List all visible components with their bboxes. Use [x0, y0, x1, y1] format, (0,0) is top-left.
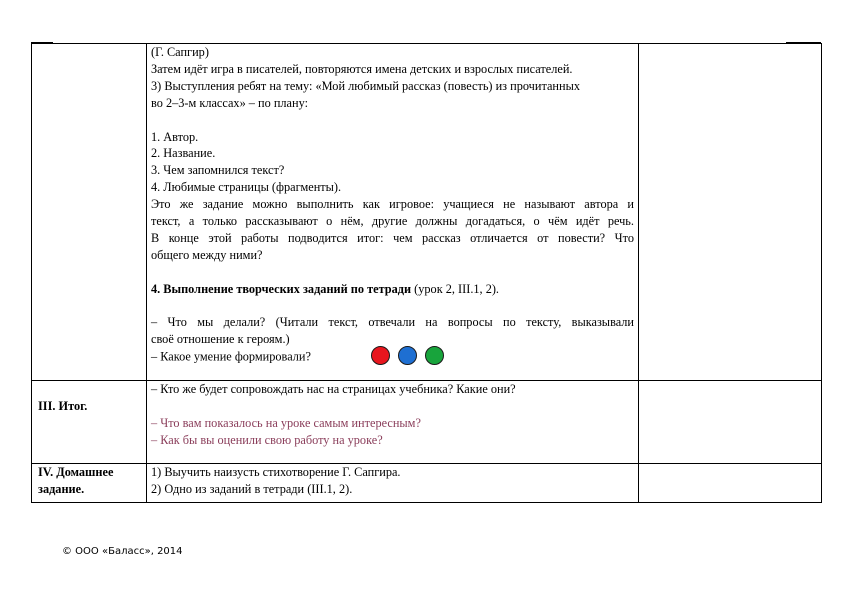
plan-item: 4. Любимые страницы (фрагменты). [151, 180, 342, 195]
content-cell [147, 464, 639, 503]
text-line: общего между ними? [151, 247, 263, 262]
plan-item: 1. Автор. [151, 129, 199, 144]
table-row-homework [32, 464, 822, 503]
task-heading-rest: (урок 2, III.1, 2). [411, 281, 500, 296]
plan-item: 3. Чем запомнился текст? [151, 163, 285, 178]
question-line: – Что мы делали? (Читали текст, отвечали на вопросы по тексту, выказывали [151, 315, 634, 330]
copyright-footer: © ООО «Баласс», 2014 [62, 546, 183, 557]
text-line: В конце этой работы подводится итог: чем рассказ отличается от повести? Что [151, 230, 634, 245]
question-text: – Какое умение формировали? [151, 349, 311, 364]
color-circles [371, 346, 452, 365]
question-line: – Что вам показалось на уроке самым интересным? [151, 415, 421, 430]
task-heading [151, 281, 634, 298]
notes-cell [639, 44, 822, 381]
question-line [151, 348, 634, 367]
table-row-continuation [32, 44, 822, 381]
question-line: своё отношение к героям.) [151, 332, 290, 347]
stage-cell [32, 44, 147, 381]
text-line: текст, а только рассказывают о нём, другие должны догадаться, о чём идёт речь. [151, 214, 634, 229]
stage-label: III. Итог. [38, 399, 88, 413]
lesson-plan-table [31, 43, 822, 503]
text-line: Это же задание можно выполнить как игровое: учащиеся не называют автора и [151, 197, 634, 212]
text-line: 3) Выступления ребят на тему: «Мой любимый рассказ (повесть) из прочитанных [151, 78, 580, 93]
homework-item: 1) Выучить наизусть стихотворение Г. Сапгира. [151, 465, 401, 479]
notes-cell [639, 381, 822, 464]
stage-label-line2: задание. [38, 481, 85, 496]
notes-cell [639, 464, 822, 503]
stage-label-line1: IV. Домашнее [38, 465, 114, 479]
stage-cell [32, 381, 147, 464]
question-line: – Кто же будет сопровождать нас на страницах учебника? Какие они? [151, 382, 516, 396]
content-cell [147, 44, 639, 381]
blue-circle-icon [398, 346, 417, 365]
task-heading-bold: 4. Выполнение творческих заданий по тетради [151, 281, 412, 296]
red-circle-icon [371, 346, 390, 365]
homework-item: 2) Одно из заданий в тетради (III.1, 2). [151, 481, 353, 496]
plan-item: 2. Название. [151, 146, 216, 161]
stage-cell [32, 464, 147, 503]
text-line: во 2–3-м классах» – по плану: [151, 95, 308, 110]
text-line: (Г. Сапгир) [151, 45, 209, 59]
question-line: – Как бы вы оценили свою работу на уроке? [151, 432, 383, 447]
content-cell [147, 381, 639, 464]
text-line: Затем идёт игра в писателей, повторяются имена детских и взрослых писателей. [151, 61, 573, 76]
table-row-itog [32, 381, 822, 464]
green-circle-icon [425, 346, 444, 365]
